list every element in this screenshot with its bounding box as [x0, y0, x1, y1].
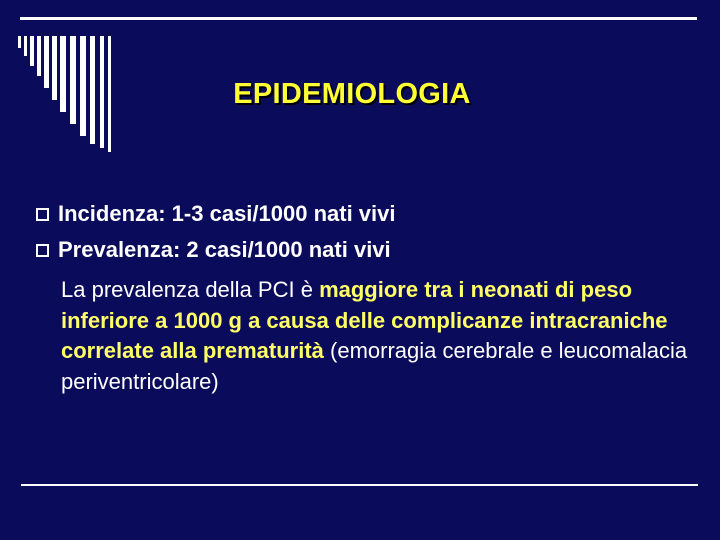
bottom-rule	[21, 484, 698, 486]
paragraph-text: (emorragia cerebrale e leucomalacia periventricolare)	[61, 338, 688, 394]
bullet-list	[36, 196, 706, 268]
square-bullet-icon	[36, 244, 49, 257]
bullet-text: Incidenza: 1-3 casi/1000 nati vivi	[58, 201, 396, 226]
bullet-item-incidenza	[36, 196, 706, 232]
square-bullet-icon	[36, 208, 49, 221]
paragraph-highlight: maggiore tra i neonati di peso inferiore a 1000 g a causa delle complicanze intracraniche correlate alla prematurità	[61, 277, 668, 363]
top-rule	[20, 17, 697, 20]
bullet-item-prevalenza	[36, 232, 706, 268]
body-paragraph	[61, 275, 701, 397]
slide-title: EPIDEMIOLOGIA	[233, 78, 471, 110]
paragraph-text: La prevalenza della PCI è	[61, 277, 320, 302]
bullet-text: Prevalenza: 2 casi/1000 nati vivi	[58, 237, 391, 262]
